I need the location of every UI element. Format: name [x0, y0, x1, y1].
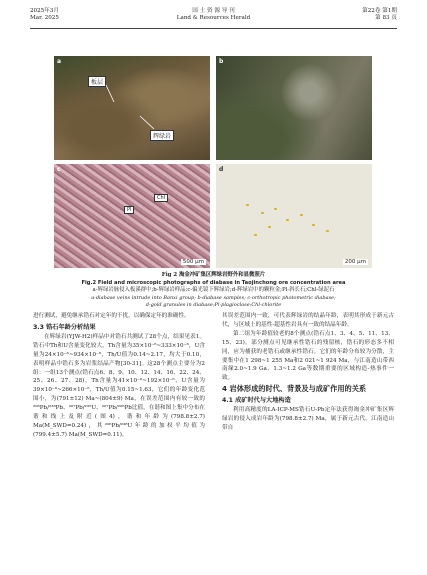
annotation-pl: Pl	[124, 206, 134, 214]
gold-grain	[261, 212, 264, 214]
running-header	[30, 8, 397, 28]
panel-c-micrograph	[54, 164, 210, 268]
gold-grain	[268, 226, 271, 228]
gold-grain	[326, 230, 329, 232]
paragraph-age-consistency: 其误差范围内一致，可代表辉绿岩的结晶年龄，表明其形成于新元古代，与区域上的基性-超基性岩具有一致的结晶年龄。	[222, 313, 394, 328]
panel-c-label: c	[57, 166, 61, 173]
header-date-en: Mar. 2025	[30, 15, 59, 21]
scale-bar-c: 500 μm	[182, 259, 204, 265]
figure-caption	[40, 272, 387, 310]
gold-grain	[300, 214, 303, 216]
section-heading-4-1: 4.1 成矿时代与大地构造	[222, 397, 291, 405]
panel-a-field-photo	[54, 56, 210, 160]
annotation-diabase: 辉绿岩	[150, 130, 174, 141]
panel-d-label: d	[219, 166, 224, 173]
paragraph-continuation: 进行测试，避免继承锆石对定年的干扰，以确保定年的准确性。	[33, 313, 190, 319]
panel-d-gold-grains	[216, 164, 372, 268]
header-right	[362, 8, 397, 22]
panel-b-label: b	[219, 58, 224, 65]
caption-title-en: Fig.2 Field and microscopic photographs of diabase in Taojinchong ore concentration area	[81, 279, 346, 286]
left-column	[33, 312, 205, 440]
header-center	[30, 8, 397, 22]
header-rule	[30, 28, 397, 29]
scale-bar-d: 200 μm	[344, 259, 366, 265]
caption-title-zh: Fig 2 淘金冲矿集区辉绿岩野外和显微照片	[161, 272, 266, 278]
gold-grain	[286, 219, 289, 221]
gold-grain	[312, 224, 315, 226]
gold-grain	[246, 204, 249, 206]
section-heading-3-3: 3.3 锆石年龄分析结果	[33, 323, 96, 331]
annotation-chl: Chl	[154, 194, 168, 202]
header-date-zh: 2025年3月	[30, 8, 59, 14]
caption-desc-zh: a-辉绿岩脉侵入板溪群中;b-辉绿岩样品;c-偏光镜下辉绿岩;d-辉绿岩中的颗粒金;Pl-斜长石;Chl-绿泥石	[92, 287, 335, 294]
paragraph-inherited-zircon: 第二组为年龄值较老的8个测点(锆石点1、3、4、5、11、13、15、23)，部分测点可见继承性锆石的残留核，锆石的形态多不相同，应为捕获的老锆石或继承性锆石。它们的年龄分布较为分散，主要集中在1 298~1 255 Ma和2 021~1 924 Ma，与江南造山带西南缘2.0~1.9 Ga、1.3~1.2 Ga等数期重要的区域构造-热事件一致。	[222, 330, 394, 382]
caption-desc-en-2: d-gold granules in diabase;Pl-plagioclase;Chl-chlorite	[145, 302, 282, 309]
right-column	[222, 312, 394, 433]
gold-grain	[274, 208, 277, 210]
header-page: 第 83 页	[375, 15, 397, 21]
annotation-slate: 板层	[88, 76, 106, 87]
panel-a-label: a	[57, 58, 62, 65]
annotation-arrows	[54, 56, 210, 160]
caption-desc-en-1: a-diabase veins intrude into Banxi group; b-diabase samples; c-orthotropic photometric diabase;	[91, 294, 336, 301]
journal-title-en: Land & Resources Herald	[176, 15, 251, 21]
panel-b-sample-photo	[216, 56, 372, 160]
journal-title-zh: 国 土 资 源 导 刊	[192, 8, 235, 14]
header-volume: 第22卷 第1期	[362, 8, 397, 14]
figure-2	[54, 56, 372, 268]
gold-grain	[254, 234, 257, 236]
paragraph-zircon-results: 在辉绿岩(YJW-H2)样品中对锆石共测试了28个点，结果见表1。锆石中Th和U含量变化较大，Th含量为35×10⁻⁶~333×10⁻⁶，U含量为24×10⁻⁶~934×10⁻⁶，Th/U值为0.14~2.17，均大于0.10，表明样品中锆石多为岩浆结晶产物[30-31]。这28个测点主要分为2组：一组13个测点(锆石点6、8、9、10、12、14、16、22、24、25、26、27、28)，Th含量为41×10⁻⁶~192×10⁻⁶，U含量为39×10⁻⁶~266×10⁻⁶，Th/U值为0.15~1.63，它们的年龄变化范围小，为(791±12) Ma~(804±9) Ma，在误差范围内有较一致的²⁰⁶Pb/²³⁸Pb、²⁰⁷Pb/²³⁵U、²⁰⁷Pb/²⁰⁶Pb比值，在谐和图上集中分布在谐和线上及附近(图4)，谐和年龄为(798.8±2.7) Ma(M_SWD=0.24)，其²⁰⁶Pb/²³⁸U年龄的加权平均值为(799.4±5.7) Ma(M_SWD=0.11)。	[33, 333, 205, 438]
section-heading-4: 4 岩体形成的时代、背景及与成矿作用的关系	[222, 384, 367, 394]
paragraph-la-icp-ms: 利用高精度的LA-ICP-MS锆石U-Pb定年法获得淘金冲矿集区辉绿岩的侵入成岩年龄为(798.8±2.7) Ma，属于新元古代。江南造山带自	[222, 407, 394, 432]
